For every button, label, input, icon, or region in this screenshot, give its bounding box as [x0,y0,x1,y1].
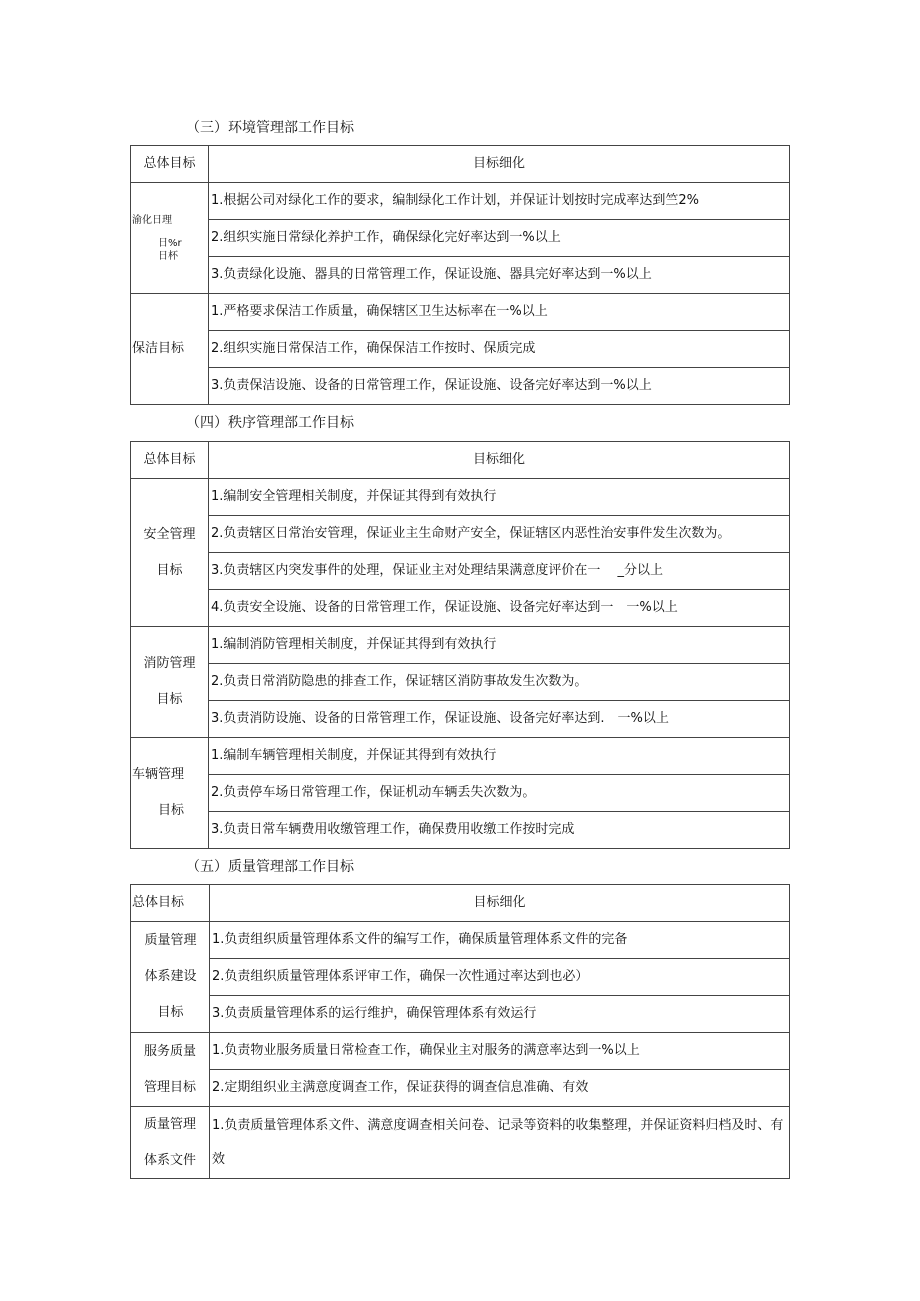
goal-detail: 1.编制安全管理相关制度，并保证其得到有效执行 [209,479,790,516]
goal-detail: 2.组织实施日常绿化养护工作，确保绿化完好率达到一%以上 [209,220,790,257]
header-overall-goal: 总体目标 [131,885,210,922]
goal-detail: 2.负责组织质量管理体系评审工作，确保一次性通过率达到也必） [210,959,790,996]
category-label-line: 目标 [157,1005,184,1020]
category-label-line: 质量管理 [143,1116,196,1132]
section-title-quality: （五）质量管理部工作目标 [186,859,354,875]
category-label-line: 目标 [158,803,185,818]
table-row [131,775,790,812]
category-label-line: 目标 [156,692,183,707]
category-fire-safety [131,627,209,738]
header-overall-goal: 总体目标 [131,442,209,479]
section-title-order: （四）秩序管理部工作目标 [186,415,354,431]
table-row [131,701,790,738]
category-label-line: 车辆管理 [132,767,185,782]
table-row [131,1107,790,1179]
goal-detail: 4.负责安全设施、设备的日常管理工作，保证设施、设备完好率达到一 一%以上 [209,590,790,627]
table-row [131,922,790,959]
category-service-quality [131,1033,210,1107]
table-row [131,368,790,405]
category-label-line: 目标 [156,562,183,578]
goal-detail: 1.负责组织质量管理体系文件的编写工作，确保质量管理体系文件的完备 [210,922,790,959]
table-row [131,294,790,331]
table-row [131,590,790,627]
goal-detail: 1.负责物业服务质量日常检查工作，确保业主对服务的满意率达到一%以上 [210,1033,790,1070]
category-label-line: 质量管理 [144,933,197,948]
table-row [131,738,790,775]
goal-detail: 1.编制消防管理相关制度，并保证其得到有效执行 [209,627,790,664]
order-goals-table [130,441,790,849]
category-greening [131,183,209,294]
table-row [131,996,790,1033]
goal-detail: 2.负责辖区日常治安管理，保证业主生命财产安全，保证辖区内恶性治安事件发生次数为。 [209,516,790,553]
table-row [131,664,790,701]
goal-detail: 2.组织实施日常保洁工作，确保保洁工作按时、保质完成 [209,331,790,368]
goal-detail: 2.负责停车场日常管理工作，保证机动车辆丢失次数为。 [209,775,790,812]
goal-detail: 3.负责辖区内突发事件的处理，保证业主对处理结果满意度评价在一 _分以上 [209,553,790,590]
category-label-line: 消防管理 [143,656,196,671]
table-row [131,516,790,553]
category-cleaning: 保洁目标 [131,294,209,405]
header-goal-detail: 目标细化 [209,146,790,183]
header-goal-detail: 目标细化 [209,442,790,479]
environment-goals-table [130,145,790,405]
quality-goals-table [130,884,790,1179]
category-label-line: 安全管理 [143,526,196,542]
table-row [131,627,790,664]
table-row [131,812,790,849]
goal-detail: 2.定期组织业主满意度调查工作，保证获得的调查信息准确、有效 [210,1070,790,1107]
table-row [131,553,790,590]
table-row [131,257,790,294]
category-label-line: 渝化日理 [132,214,172,226]
table-row [131,479,790,516]
category-label-line: 体系文件 [143,1152,196,1168]
goal-detail: 3.负责绿化设施、器具的日常管理工作，保证设施、器具完好率达到一%以上 [209,257,790,294]
header-overall-goal: 总体目标 [131,146,209,183]
table-row [131,331,790,368]
goal-detail: 1.编制车辆管理相关制度，并保证其得到有效执行 [209,738,790,775]
goal-detail: 3.负责质量管理体系的运行维护，确保管理体系有效运行 [210,996,790,1033]
category-vehicle [131,738,209,849]
table-row [131,959,790,996]
goal-detail: 3.负责保洁设施、设备的日常管理工作，保证设施、设备完好率达到一%以上 [209,368,790,405]
category-label-line: 日杯 [158,250,178,262]
goal-detail: 3.负责消防设施、设备的日常管理工作，保证设施、设备完好率达到. 一%以上 [209,701,790,738]
category-label-line: 服务质量 [143,1043,196,1059]
header-goal-detail: 目标细化 [210,885,790,922]
table-header-row [131,146,790,183]
table-row [131,183,790,220]
table-header-row [131,885,790,922]
table-row [131,1033,790,1070]
goal-detail: 2.负责日常消防隐患的排查工作，保证辖区消防事故发生次数为。 [209,664,790,701]
goal-detail: 1.负责质量管理体系文件、满意度调查相关问卷、记录等资料的收集整理，并保证资料归档及时、有效 [210,1107,790,1179]
goal-detail: 3.负责日常车辆费用收缴管理工作，确保费用收缴工作按时完成 [209,812,790,849]
goal-detail: 1.根据公司对绿化工作的要求，编制绿化工作计划，并保证计划按时完成率达到竺2% [209,183,790,220]
goal-detail: 1.严格要求保洁工作质量，确保辖区卫生达标率在一%以上 [209,294,790,331]
category-quality-system-building [131,922,210,1033]
category-label-line: 体系建设 [144,969,197,984]
table-row [131,220,790,257]
category-label-line: 日%r [158,237,182,249]
section-title-environment: （三）环境管理部工作目标 [186,120,354,136]
table-header-row [131,442,790,479]
category-label-line: 管理目标 [143,1079,196,1095]
category-security [131,479,209,627]
category-quality-system-documents [131,1107,210,1179]
table-row [131,1070,790,1107]
